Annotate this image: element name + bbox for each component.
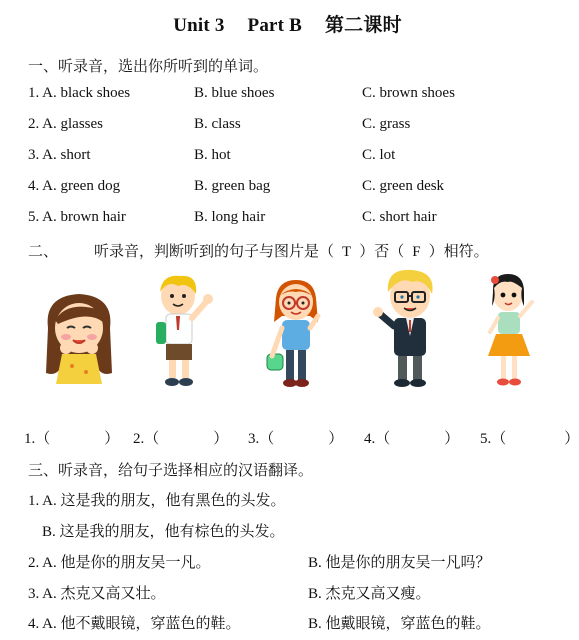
boy-glasses-suit-picture bbox=[372, 266, 444, 390]
q2-option-b: B. class bbox=[194, 116, 241, 132]
worksheet-title bbox=[0, 10, 575, 37]
girl-long-hair-picture bbox=[38, 288, 120, 388]
s3-q3-option-b: B. 杰克又高又瘦。 bbox=[308, 586, 431, 602]
section2-text-end: ）相符。 bbox=[428, 244, 489, 260]
girl-glasses-braids-picture bbox=[262, 276, 330, 392]
q3-option-a: 3. A. short bbox=[28, 147, 91, 163]
blank-4[interactable] bbox=[364, 427, 459, 448]
q1-option-a: 1. A. black shoes bbox=[28, 85, 131, 101]
title-lesson: 第二课时 bbox=[324, 15, 402, 36]
blank-5-close: ） bbox=[564, 431, 579, 447]
q1-option-c: C. brown shoes bbox=[362, 85, 455, 101]
q3-option-b: B. hot bbox=[194, 147, 231, 163]
q4-option-b: B. green bag bbox=[194, 178, 271, 194]
blank-5-open: 5.（ bbox=[480, 431, 507, 447]
boy-shorts-waving-picture bbox=[148, 272, 218, 390]
blank-3[interactable] bbox=[248, 427, 343, 448]
section1-heading: 一、听录音，选出你所听到的单词。 bbox=[28, 59, 269, 75]
title-part: Part B bbox=[247, 15, 303, 36]
blank-1-close: ） bbox=[104, 431, 120, 447]
blank-2[interactable] bbox=[133, 427, 228, 448]
q5-option-a: 5. A. brown hair bbox=[28, 209, 126, 225]
blank-2-close: ） bbox=[213, 431, 229, 447]
q3-option-c: C. lot bbox=[362, 147, 396, 163]
blank-4-close: ） bbox=[444, 431, 460, 447]
section2-heading bbox=[28, 240, 489, 261]
blank-5[interactable] bbox=[480, 427, 579, 448]
q2-option-a: 2. A. glasses bbox=[28, 116, 103, 132]
q4-option-a: 4. A. green dog bbox=[28, 178, 121, 194]
blank-1-open: 1.（ bbox=[24, 431, 51, 447]
section2-text: 听录音，判断听到的句子与图片是（ bbox=[94, 244, 335, 260]
s3-q2-option-a: 2. A. 他是你的朋友吴一凡。 bbox=[28, 555, 211, 571]
title-unit: Unit 3 bbox=[173, 15, 225, 36]
q5-option-c: C. short hair bbox=[362, 209, 437, 225]
q5-option-b: B. long hair bbox=[194, 209, 266, 225]
q4-option-c: C. green desk bbox=[362, 178, 445, 194]
girl-orange-skirt-picture bbox=[484, 268, 550, 392]
blank-2-open: 2.（ bbox=[133, 431, 160, 447]
s3-q2-option-b: B. 他是你的朋友吴一凡吗？ bbox=[308, 555, 491, 571]
s3-q1-option-b: B. 这是我的朋友，他有棕色的头发。 bbox=[42, 524, 285, 540]
blank-3-close: ） bbox=[328, 431, 344, 447]
q1-option-b: B. blue shoes bbox=[194, 85, 275, 101]
true-mark: T bbox=[342, 244, 352, 260]
section2-number: 二、 bbox=[28, 244, 59, 260]
blank-4-open: 4.（ bbox=[364, 431, 391, 447]
s3-q1-option-a: 1. A. 这是我的朋友，他有黑色的头发。 bbox=[28, 493, 286, 509]
section2-text-mid: ）否（ bbox=[359, 244, 405, 260]
blank-1[interactable] bbox=[24, 427, 119, 448]
q2-option-c: C. grass bbox=[362, 116, 411, 132]
s3-q4-option-a: 4. A. 他不戴眼镜，穿蓝色的鞋。 bbox=[28, 616, 241, 632]
section3-heading: 三、听录音，给句子选择相应的汉语翻译。 bbox=[28, 463, 314, 479]
s3-q4-option-b: B. 他戴眼镜，穿蓝色的鞋。 bbox=[308, 616, 491, 632]
blank-3-open: 3.（ bbox=[248, 431, 275, 447]
s3-q3-option-a: 3. A. 杰克又高又壮。 bbox=[28, 586, 166, 602]
false-mark: F bbox=[412, 244, 421, 260]
